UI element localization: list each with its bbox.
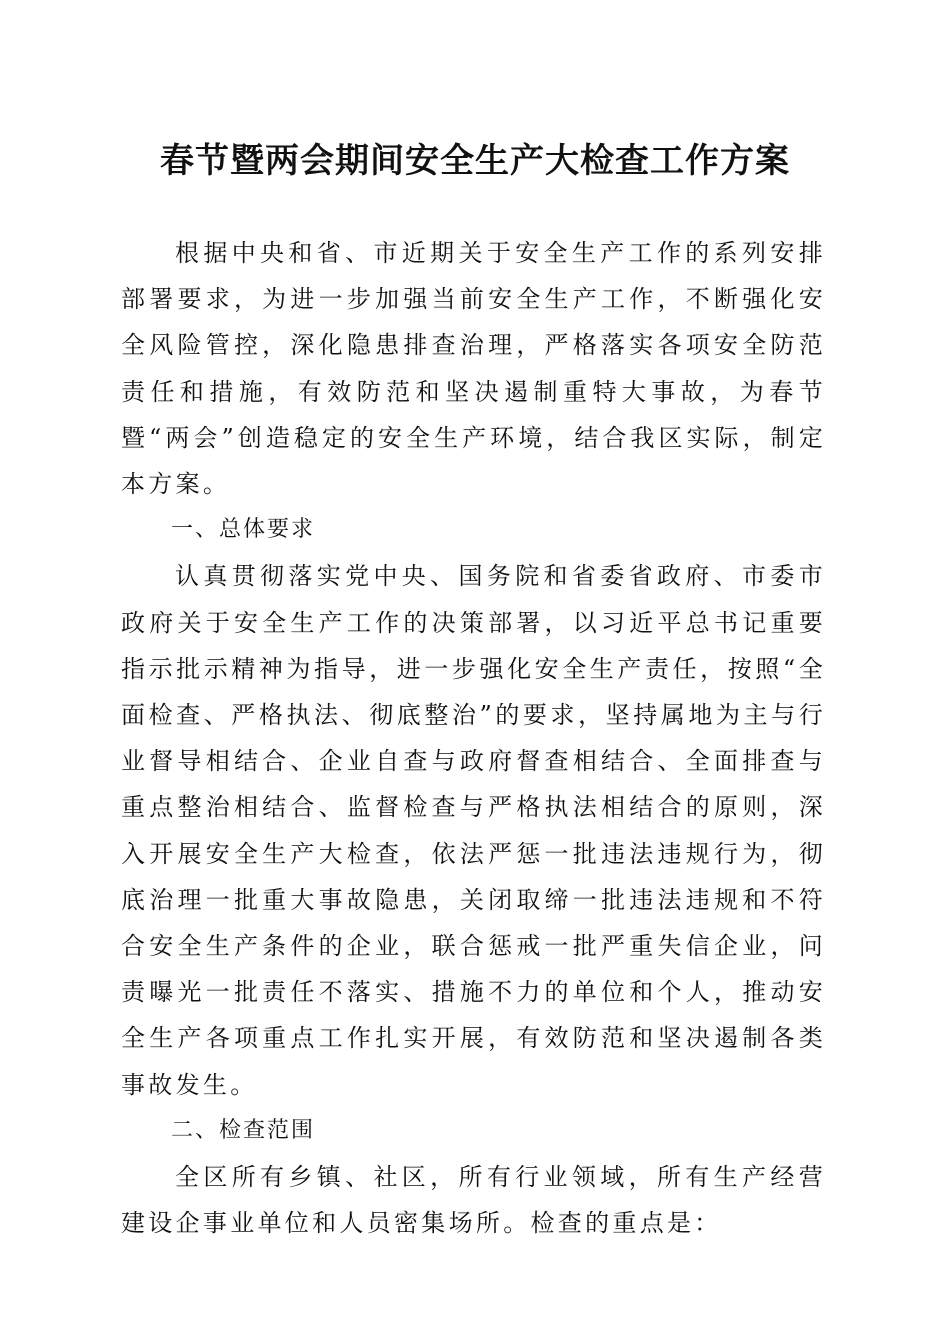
section-heading-inspection-scope: 二、检查范围 [171, 1117, 316, 1143]
intro-paragraph: 根据中央和省、市近期关于安全生产工作的系列安排部署要求，为进一步加强当前安全生产工作，不断强化安全风险管控，深化隐患排查治理，严格落实各项安全防范责任和措施，有效防范和坚决遏制重特大事故，为春节暨“两会”创造稳定的安全生产环境，结合我区实际，制定本方案。 [121, 239, 826, 499]
section-paragraph-inspection-scope: 全区所有乡镇、社区，所有行业领域，所有生产经营建设企事业单位和人员密集场所。检查的重点是： [121, 1163, 826, 1238]
document-title: 春节暨两会期间安全生产大检查工作方案 [160, 141, 790, 181]
section-heading-general-requirements: 一、总体要求 [171, 517, 316, 543]
document-body [121, 230, 826, 1246]
section-paragraph-general-requirements: 认真贯彻落实党中央、国务院和省委省政府、市委市政府关于安全生产工作的决策部署，以习近平总书记重要指示批示精神为指导，进一步强化安全生产责任，按照“全面检查、严格执法、彻底整治”的要求，坚持属地为主与行业督导相结合、企业自查与政府督查相结合、全面排查与重点整治相结合、监督检查与严格执法相结合的原则，深入开展安全生产大检查，依法严惩一批违法违规行为，彻底治理一批重大事故隐患，关闭取缔一批违法违规和不符合安全生产条件的企业，联合惩戒一批严重失信企业，问责曝光一批责任不落实、措施不力的单位和个人，推动安全生产各项重点工作扎实开展，有效防范和坚决遏制各类事故发生。 [121, 562, 826, 1099]
